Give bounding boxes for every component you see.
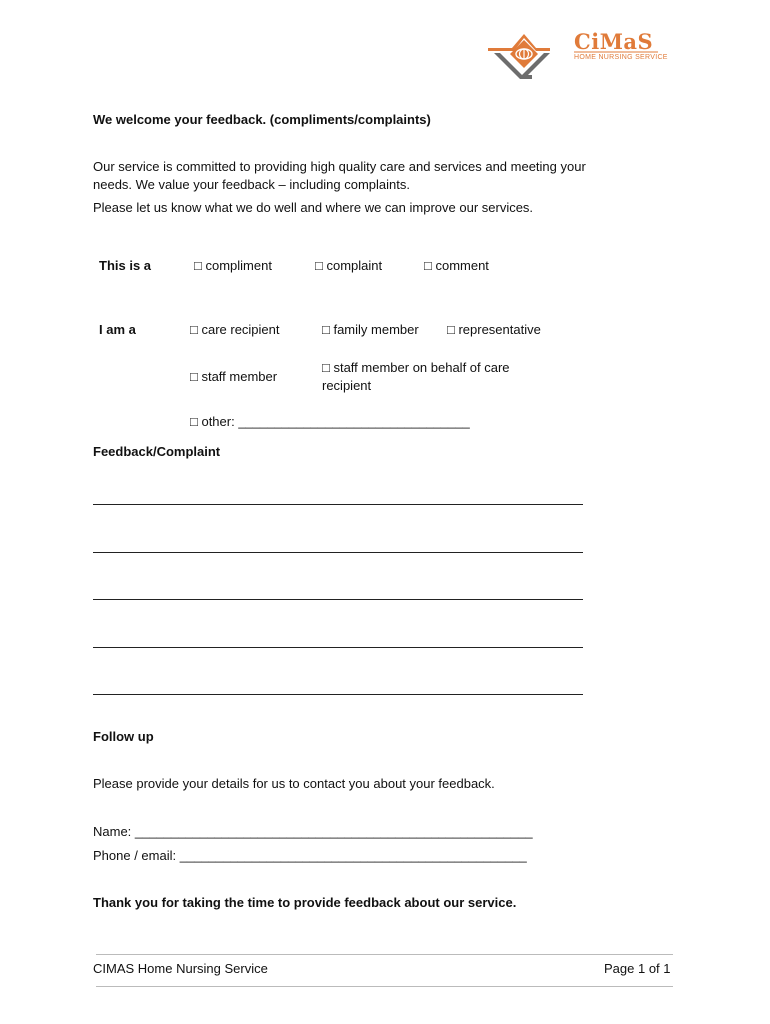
intro-line-1: Our service is committed to providing high quality care and services and meeting your (93, 159, 586, 174)
footer-page-number: Page 1 of 1 (604, 961, 671, 976)
follow-up-instruction: Please provide your details for us to contact you about your feedback. (93, 776, 495, 791)
option-representative[interactable]: □ representative (447, 322, 541, 337)
thank-you-note: Thank you for taking the time to provide feedback about our service. (93, 895, 517, 910)
option-complaint[interactable]: □ complaint (315, 258, 383, 273)
feedback-line[interactable] (93, 647, 583, 648)
footer-org: CIMAS Home Nursing Service (93, 961, 268, 976)
role-label: I am a (99, 322, 136, 337)
feedback-line[interactable] (93, 599, 583, 600)
feedback-line[interactable] (93, 504, 583, 505)
option-compliment[interactable]: □ compliment (194, 258, 272, 273)
option-staff-on-behalf[interactable]: □ staff member on behalf of care (322, 360, 510, 375)
contact-field[interactable]: Phone / email: ________________________________________________ (93, 848, 527, 863)
intro-line-3: Please let us know what we do well and where we can improve our services. (93, 200, 534, 215)
name-field[interactable]: Name: _______________________________________________________ (93, 824, 533, 839)
option-other[interactable]: □ other: ________________________________ (190, 414, 470, 429)
footer-top-rule (96, 954, 673, 955)
feedback-line[interactable] (93, 694, 583, 695)
feedback-line[interactable] (93, 552, 583, 553)
type-label: This is a (99, 258, 152, 273)
logo-tagline: HOME NURSING SERVICE (574, 54, 668, 61)
feedback-heading: Feedback/Complaint (93, 444, 221, 459)
option-staff-on-behalf-cont: recipient (322, 378, 372, 393)
follow-up-heading: Follow up (93, 729, 154, 744)
footer-bottom-rule (96, 986, 673, 987)
option-staff-member[interactable]: □ staff member (190, 369, 278, 384)
logo-name: CiMaS (574, 29, 654, 54)
page-title: We welcome your feedback. (compliments/complaints) (93, 112, 431, 127)
option-family-member[interactable]: □ family member (322, 322, 419, 337)
intro-line-2: needs. We value your feedback – including complaints. (93, 177, 411, 192)
option-care-recipient[interactable]: □ care recipient (190, 322, 280, 337)
option-comment[interactable]: □ comment (424, 258, 489, 273)
